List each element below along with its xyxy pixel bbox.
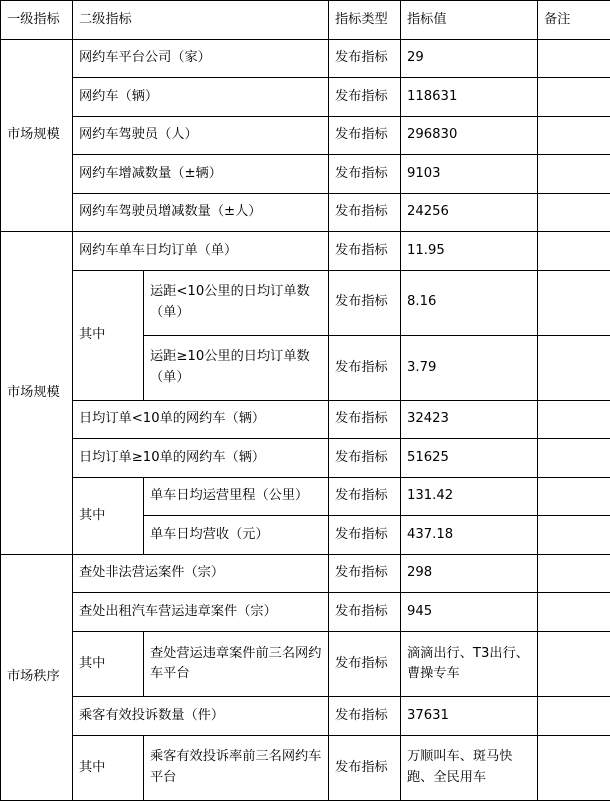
remark-cell xyxy=(538,116,610,155)
indicator-value-cell: 滴滴出行、T3出行、曹操专车 xyxy=(401,631,538,696)
remark-cell xyxy=(538,232,610,271)
indicator-name-cell: 运距≥10公里的日均订单数（单） xyxy=(144,335,329,400)
table-row xyxy=(1,735,610,800)
indicator-value-cell: 32423 xyxy=(401,400,538,439)
table-row xyxy=(1,155,610,194)
column-header-type: 指标类型 xyxy=(329,1,401,40)
indicator-name-cell: 乘客有效投诉率前三名网约车平台 xyxy=(144,735,329,800)
indicator-name-cell: 网约车驾驶员增减数量（±人） xyxy=(73,193,329,232)
sub-group-label: 其中 xyxy=(73,270,144,400)
table-row xyxy=(1,697,610,736)
indicator-type-cell: 发布指标 xyxy=(329,193,401,232)
indicator-value-cell: 29 xyxy=(401,39,538,78)
indicator-name-cell: 网约车单车日均订单（单） xyxy=(73,232,329,271)
table-row xyxy=(1,39,610,78)
sub-group-label: 其中 xyxy=(73,735,144,800)
table-row xyxy=(1,193,610,232)
indicator-name-cell: 日均订单≥10单的网约车（辆） xyxy=(73,439,329,478)
remark-cell xyxy=(538,270,610,335)
indicator-type-cell: 发布指标 xyxy=(329,335,401,400)
indicator-name-cell: 日均订单<10单的网约车（辆） xyxy=(73,400,329,439)
remark-cell xyxy=(538,735,610,800)
column-header-level2: 二级指标 xyxy=(73,1,329,40)
table-row xyxy=(1,439,610,478)
category-cell: 市场规模 xyxy=(1,39,73,232)
indicator-type-cell: 发布指标 xyxy=(329,554,401,593)
category-cell: 市场规模 xyxy=(1,232,73,555)
table-header-row xyxy=(1,1,610,40)
indicator-name-cell: 查处非法营运案件（宗） xyxy=(73,554,329,593)
indicator-name-cell: 单车日均运营里程（公里） xyxy=(144,477,329,516)
remark-cell xyxy=(538,554,610,593)
indicator-type-cell: 发布指标 xyxy=(329,735,401,800)
indicator-type-cell: 发布指标 xyxy=(329,232,401,271)
indicator-value-cell: 万顺叫车、斑马快跑、全民用车 xyxy=(401,735,538,800)
indicator-type-cell: 发布指标 xyxy=(329,697,401,736)
column-header-note: 备注 xyxy=(538,1,610,40)
indicator-value-cell: 437.18 xyxy=(401,516,538,555)
remark-cell xyxy=(538,477,610,516)
table-row xyxy=(1,270,610,335)
indicator-name-cell: 乘客有效投诉数量（件） xyxy=(73,697,329,736)
table-row xyxy=(1,593,610,632)
remark-cell xyxy=(538,593,610,632)
remark-cell xyxy=(538,335,610,400)
remark-cell xyxy=(538,516,610,555)
indicator-value-cell: 118631 xyxy=(401,78,538,117)
table-body xyxy=(1,1,610,801)
table-row xyxy=(1,116,610,155)
indicator-name-cell: 单车日均营收（元） xyxy=(144,516,329,555)
table-row xyxy=(1,477,610,516)
indicator-value-cell: 945 xyxy=(401,593,538,632)
indicator-name-cell: 网约车增减数量（±辆） xyxy=(73,155,329,194)
indicator-value-cell: 24256 xyxy=(401,193,538,232)
table-row xyxy=(1,400,610,439)
indicator-name-cell: 网约车（辆） xyxy=(73,78,329,117)
remark-cell xyxy=(538,400,610,439)
indicator-type-cell: 发布指标 xyxy=(329,631,401,696)
indicator-value-cell: 51625 xyxy=(401,439,538,478)
indicator-type-cell: 发布指标 xyxy=(329,477,401,516)
indicator-type-cell: 发布指标 xyxy=(329,39,401,78)
indicator-type-cell: 发布指标 xyxy=(329,155,401,194)
remark-cell xyxy=(538,78,610,117)
indicator-name-cell: 网约车驾驶员（人） xyxy=(73,116,329,155)
indicator-value-cell: 37631 xyxy=(401,697,538,736)
sub-group-label: 其中 xyxy=(73,477,144,554)
table-row xyxy=(1,554,610,593)
remark-cell xyxy=(538,631,610,696)
indicator-type-cell: 发布指标 xyxy=(329,593,401,632)
indicator-name-cell: 查处出租汽车营运违章案件（宗） xyxy=(73,593,329,632)
indicator-type-cell: 发布指标 xyxy=(329,116,401,155)
table-row xyxy=(1,631,610,696)
indicator-name-cell: 查处营运违章案件前三名网约车平台 xyxy=(144,631,329,696)
indicator-value-cell: 3.79 xyxy=(401,335,538,400)
table-row xyxy=(1,78,610,117)
indicator-value-cell: 296830 xyxy=(401,116,538,155)
indicator-name-cell: 运距<10公里的日均订单数（单） xyxy=(144,270,329,335)
category-cell: 市场秩序 xyxy=(1,554,73,800)
indicator-type-cell: 发布指标 xyxy=(329,439,401,478)
indicator-value-cell: 9103 xyxy=(401,155,538,194)
indicator-value-cell: 131.42 xyxy=(401,477,538,516)
remark-cell xyxy=(538,439,610,478)
remark-cell xyxy=(538,193,610,232)
column-header-level1: 一级指标 xyxy=(1,1,73,40)
indicator-value-cell: 8.16 xyxy=(401,270,538,335)
remark-cell xyxy=(538,39,610,78)
indicator-value-cell: 298 xyxy=(401,554,538,593)
indicator-type-cell: 发布指标 xyxy=(329,270,401,335)
indicator-type-cell: 发布指标 xyxy=(329,516,401,555)
sub-group-label: 其中 xyxy=(73,631,144,696)
indicator-type-cell: 发布指标 xyxy=(329,400,401,439)
indicator-type-cell: 发布指标 xyxy=(329,78,401,117)
indicator-name-cell: 网约车平台公司（家） xyxy=(73,39,329,78)
remark-cell xyxy=(538,155,610,194)
remark-cell xyxy=(538,697,610,736)
indicator-value-cell: 11.95 xyxy=(401,232,538,271)
table-row xyxy=(1,232,610,271)
column-header-value: 指标值 xyxy=(401,1,538,40)
